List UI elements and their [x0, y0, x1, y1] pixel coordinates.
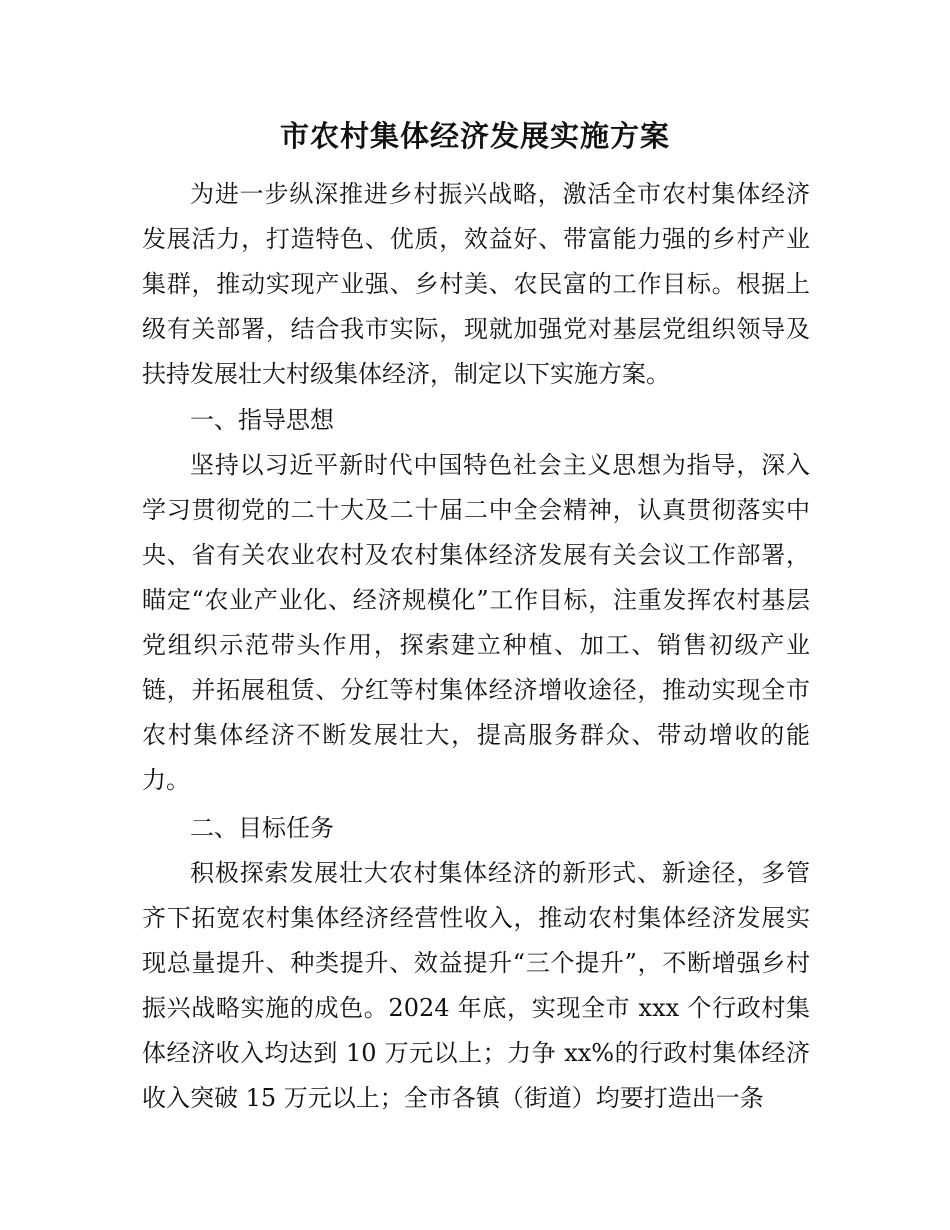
guiding-thought-paragraph: 坚持以习近平新时代中国特色社会主义思想为指导，深入学习贯彻党的二十大及二十届二中全会精神，认真贯彻落实中央、省有关农业农村及农村集体经济发展有关会议工作部署，瞄定“农业产业化、经济规模化”工作目标，注重发挥农村基层党组织示范带头作用，探索建立种植、加工、销售初级产业链，并拓展租赁、分红等村集体经济增收途径，推动实现全市农村集体经济不断发展壮大，提高服务群众、带动增收的能力。: [142, 451, 810, 794]
intro-paragraph: 为进一步纵深推进乡村振兴战略，激活全市农村集体经济发展活力，打造特色、优质，效益好、带富能力强的乡村产业集群，推动实现产业强、乡村美、农民富的工作目标。根据上级有关部署，结合我市实际，现就加强党对基层党组织领导及扶持发展壮大村级集体经济，制定以下实施方案。: [142, 180, 810, 388]
document-title: 市农村集体经济发展实施方案: [279, 119, 670, 153]
section-heading-guiding-thought: 一、指导思想: [190, 406, 334, 434]
section-heading-targets: 二、目标任务: [190, 814, 334, 842]
targets-paragraph: 积极探索发展壮大农村集体经济的新形式、新途径，多管齐下拓宽农村集体经济经营性收入，推动农村集体经济发展实现总量提升、种类提升、效益提升“三个提升”，不断增强乡村振兴战略实施的成色。2024 年底，实现全市 xxx 个行政村集体经济收入均达到 10 万元以上；力争 xx%的行政村集体经济收入突破 15 万元以上；全市各镇（街道）均要打造出一条: [142, 859, 810, 1112]
